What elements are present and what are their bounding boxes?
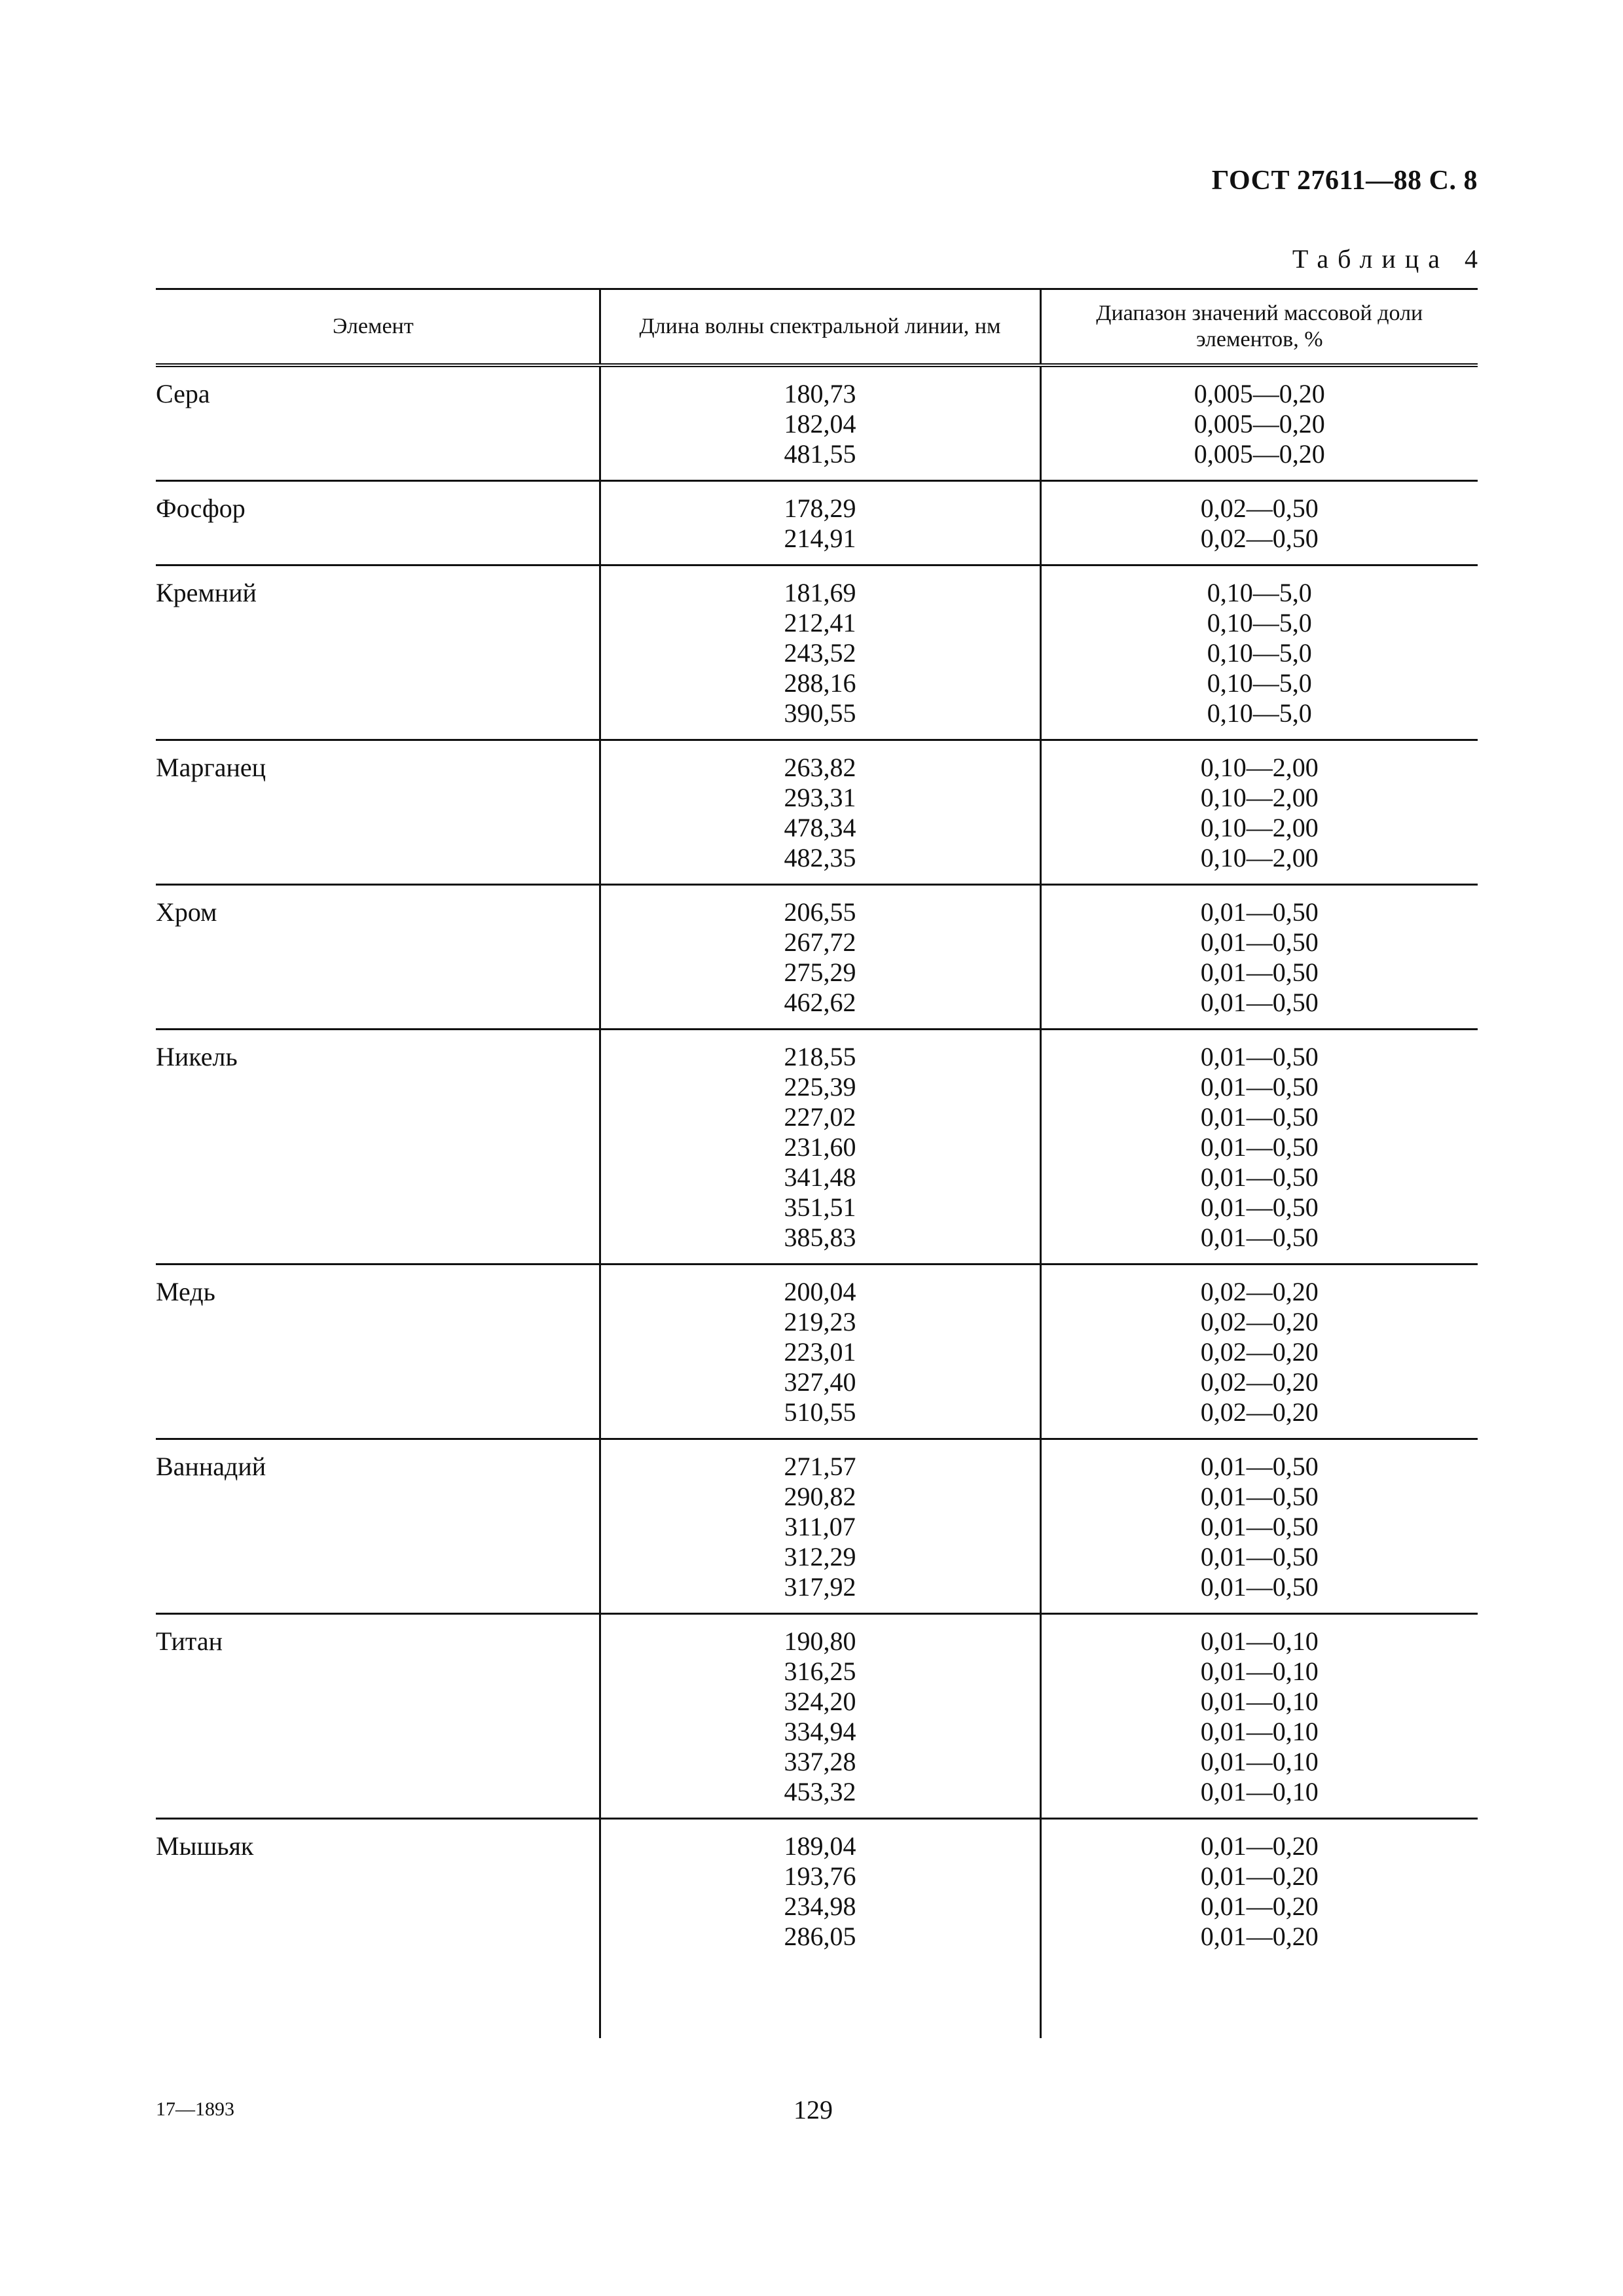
- mass-fraction-range: 0,10—2,00: [1200, 753, 1319, 782]
- mass-fraction-range: 0,10—2,00: [1200, 783, 1319, 812]
- wavelength-value: 214,91: [784, 524, 856, 553]
- mass-fraction-range: 0,01—0,20: [1200, 1831, 1319, 1861]
- wavelength-value: 267,72: [784, 927, 856, 957]
- wavelength-value: 478,34: [784, 813, 856, 842]
- mass-fraction-range: 0,01—0,20: [1200, 1922, 1319, 1951]
- mass-fraction-cell: [1040, 481, 1478, 565]
- table-caption: Таблица 4: [1292, 244, 1487, 274]
- wavelength-value: 324,20: [784, 1687, 856, 1716]
- wavelength-value: 327,40: [784, 1367, 856, 1397]
- element-name: Кремний: [156, 565, 600, 740]
- wavelength-value: 178,29: [784, 493, 856, 523]
- element-name: Фосфор: [156, 481, 600, 565]
- table-row: [156, 1819, 1478, 2039]
- mass-fraction-range: 0,02—0,50: [1200, 524, 1319, 553]
- mass-fraction-range: 0,10—5,0: [1207, 668, 1312, 698]
- wavelength-value: 180,73: [784, 379, 856, 408]
- wavelength-cell: [600, 1439, 1040, 1614]
- wavelength-value: 271,57: [784, 1452, 856, 1481]
- mass-fraction-range: 0,01—0,10: [1200, 1657, 1319, 1686]
- mass-fraction-range: 0,10—2,00: [1200, 813, 1319, 842]
- mass-fraction-range: 0,005—0,20: [1194, 379, 1325, 408]
- wavelength-value: 385,83: [784, 1223, 856, 1252]
- table-header-row: [156, 289, 1478, 366]
- spectral-lines-table: [156, 288, 1478, 2038]
- wavelength-value: 234,98: [784, 1892, 856, 1921]
- wavelength-value: 219,23: [784, 1307, 856, 1336]
- column-header-mass-fraction: Диапазон значений массовой доли элементов, %: [1040, 289, 1478, 366]
- mass-fraction-range: 0,01—0,50: [1200, 897, 1319, 927]
- element-name: Сера: [156, 365, 600, 481]
- table-row: [156, 565, 1478, 740]
- wavelength-value: 189,04: [784, 1831, 856, 1861]
- wavelength-value: 263,82: [784, 753, 856, 782]
- table-row: [156, 1614, 1478, 1819]
- mass-fraction-cell: [1040, 885, 1478, 1030]
- wavelength-value: 351,51: [784, 1193, 856, 1222]
- table-row: [156, 1439, 1478, 1614]
- wavelength-value: 206,55: [784, 897, 856, 927]
- element-name: Титан: [156, 1614, 600, 1819]
- element-name: Мышьяк: [156, 1831, 254, 1861]
- mass-fraction-cell: [1040, 1819, 1478, 2039]
- wavelength-cell: [600, 1819, 1040, 2039]
- wavelength-value: 510,55: [784, 1397, 856, 1427]
- wavelength-value: 462,62: [784, 988, 856, 1017]
- mass-fraction-range: 0,01—0,50: [1200, 1572, 1319, 1602]
- wavelength-value: 231,60: [784, 1132, 856, 1162]
- document-reference: ГОСТ 27611—88 С. 8: [1211, 166, 1478, 196]
- mass-fraction-range: 0,02—0,20: [1200, 1277, 1319, 1306]
- mass-fraction-range: 0,10—5,0: [1207, 578, 1312, 607]
- mass-fraction-range: 0,10—5,0: [1207, 608, 1312, 637]
- wavelength-value: 200,04: [784, 1277, 856, 1306]
- wavelength-value: 223,01: [784, 1337, 856, 1367]
- element-name: Никель: [156, 1030, 600, 1265]
- mass-fraction-range: 0,01—0,50: [1200, 1223, 1319, 1252]
- mass-fraction-range: 0,02—0,20: [1200, 1397, 1319, 1427]
- wavelength-value: 227,02: [784, 1102, 856, 1132]
- page-number: 129: [793, 2095, 833, 2125]
- mass-fraction-range: 0,02—0,20: [1200, 1337, 1319, 1367]
- wavelength-value: 293,31: [784, 783, 856, 812]
- wavelength-value: 181,69: [784, 578, 856, 607]
- wavelength-cell: [600, 885, 1040, 1030]
- wavelength-value: 312,29: [784, 1542, 856, 1571]
- wavelength-cell: [600, 1265, 1040, 1439]
- wavelength-value: 212,41: [784, 608, 856, 637]
- wavelength-cell: [600, 1614, 1040, 1819]
- wavelength-value: 390,55: [784, 698, 856, 728]
- mass-fraction-cell: [1040, 1030, 1478, 1265]
- mass-fraction-range: 0,01—0,50: [1200, 1512, 1319, 1541]
- table-row: [156, 365, 1478, 481]
- mass-fraction-cell: [1040, 740, 1478, 885]
- table-row: [156, 1030, 1478, 1265]
- mass-fraction-range: 0,01—0,10: [1200, 1687, 1319, 1716]
- element-name: Медь: [156, 1265, 600, 1439]
- mass-fraction-range: 0,02—0,20: [1200, 1367, 1319, 1397]
- mass-fraction-range: 0,01—0,50: [1200, 1042, 1319, 1071]
- mass-fraction-range: 0,10—5,0: [1207, 698, 1312, 728]
- wavelength-value: 225,39: [784, 1072, 856, 1102]
- mass-fraction-range: 0,01—0,50: [1200, 958, 1319, 987]
- wavelength-value: 243,52: [784, 638, 856, 668]
- mass-fraction-range: 0,02—0,50: [1200, 493, 1319, 523]
- wavelength-value: 317,92: [784, 1572, 856, 1602]
- mass-fraction-range: 0,01—0,10: [1200, 1626, 1319, 1656]
- mass-fraction-cell: [1040, 1265, 1478, 1439]
- element-name: Хром: [156, 885, 600, 1030]
- column-header-element: Элемент: [156, 289, 600, 366]
- table-body: [156, 365, 1478, 2038]
- mass-fraction-range: 0,01—0,50: [1200, 1162, 1319, 1192]
- wavelength-cell: [600, 565, 1040, 740]
- table-row: [156, 481, 1478, 565]
- wavelength-value: 453,32: [784, 1777, 856, 1806]
- wavelength-value: 337,28: [784, 1747, 856, 1776]
- wavelength-value: 218,55: [784, 1042, 856, 1071]
- element-name: Марганец: [156, 740, 600, 885]
- wavelength-cell: [600, 481, 1040, 565]
- print-code: 17—1893: [156, 2098, 234, 2120]
- mass-fraction-cell: [1040, 365, 1478, 481]
- mass-fraction-range: 0,005—0,20: [1194, 439, 1325, 469]
- mass-fraction-cell: [1040, 1614, 1478, 1819]
- wavelength-value: 341,48: [784, 1162, 856, 1192]
- table-row: [156, 885, 1478, 1030]
- mass-fraction-cell: [1040, 1439, 1478, 1614]
- wavelength-value: 482,35: [784, 843, 856, 872]
- wavelength-cell: [600, 1030, 1040, 1265]
- wavelength-value: 290,82: [784, 1482, 856, 1511]
- mass-fraction-range: 0,01—0,50: [1200, 1452, 1319, 1481]
- mass-fraction-range: 0,01—0,50: [1200, 1072, 1319, 1102]
- element-name: Ваннадий: [156, 1439, 600, 1614]
- mass-fraction-cell: [1040, 565, 1478, 740]
- wavelength-value: 311,07: [784, 1512, 856, 1541]
- wavelength-cell: [600, 740, 1040, 885]
- mass-fraction-range: 0,01—0,10: [1200, 1747, 1319, 1776]
- table-row: [156, 1265, 1478, 1439]
- mass-fraction-range: 0,01—0,50: [1200, 1193, 1319, 1222]
- mass-fraction-range: 0,01—0,50: [1200, 1102, 1319, 1132]
- mass-fraction-range: 0,01—0,50: [1200, 988, 1319, 1017]
- mass-fraction-range: 0,01—0,20: [1200, 1861, 1319, 1891]
- wavelength-value: 193,76: [784, 1861, 856, 1891]
- mass-fraction-range: 0,01—0,50: [1200, 1542, 1319, 1571]
- mass-fraction-range: 0,01—0,50: [1200, 1482, 1319, 1511]
- wavelength-value: 288,16: [784, 668, 856, 698]
- mass-fraction-range: 0,01—0,20: [1200, 1892, 1319, 1921]
- mass-fraction-range: 0,01—0,10: [1200, 1717, 1319, 1746]
- mass-fraction-range: 0,01—0,50: [1200, 1132, 1319, 1162]
- wavelength-value: 334,94: [784, 1717, 856, 1746]
- column-header-wavelength: Длина волны спектральной линии, нм: [600, 289, 1040, 366]
- mass-fraction-range: 0,01—0,50: [1200, 927, 1319, 957]
- wavelength-value: 286,05: [784, 1922, 856, 1951]
- mass-fraction-range: 0,005—0,20: [1194, 409, 1325, 439]
- wavelength-value: 481,55: [784, 439, 856, 469]
- wavelength-cell: [600, 365, 1040, 481]
- mass-fraction-range: 0,01—0,10: [1200, 1777, 1319, 1806]
- wavelength-value: 316,25: [784, 1657, 856, 1686]
- mass-fraction-range: 0,10—5,0: [1207, 638, 1312, 668]
- wavelength-value: 190,80: [784, 1626, 856, 1656]
- mass-fraction-range: 0,02—0,20: [1200, 1307, 1319, 1336]
- table-row: [156, 740, 1478, 885]
- wavelength-value: 275,29: [784, 958, 856, 987]
- mass-fraction-range: 0,10—2,00: [1200, 843, 1319, 872]
- wavelength-value: 182,04: [784, 409, 856, 439]
